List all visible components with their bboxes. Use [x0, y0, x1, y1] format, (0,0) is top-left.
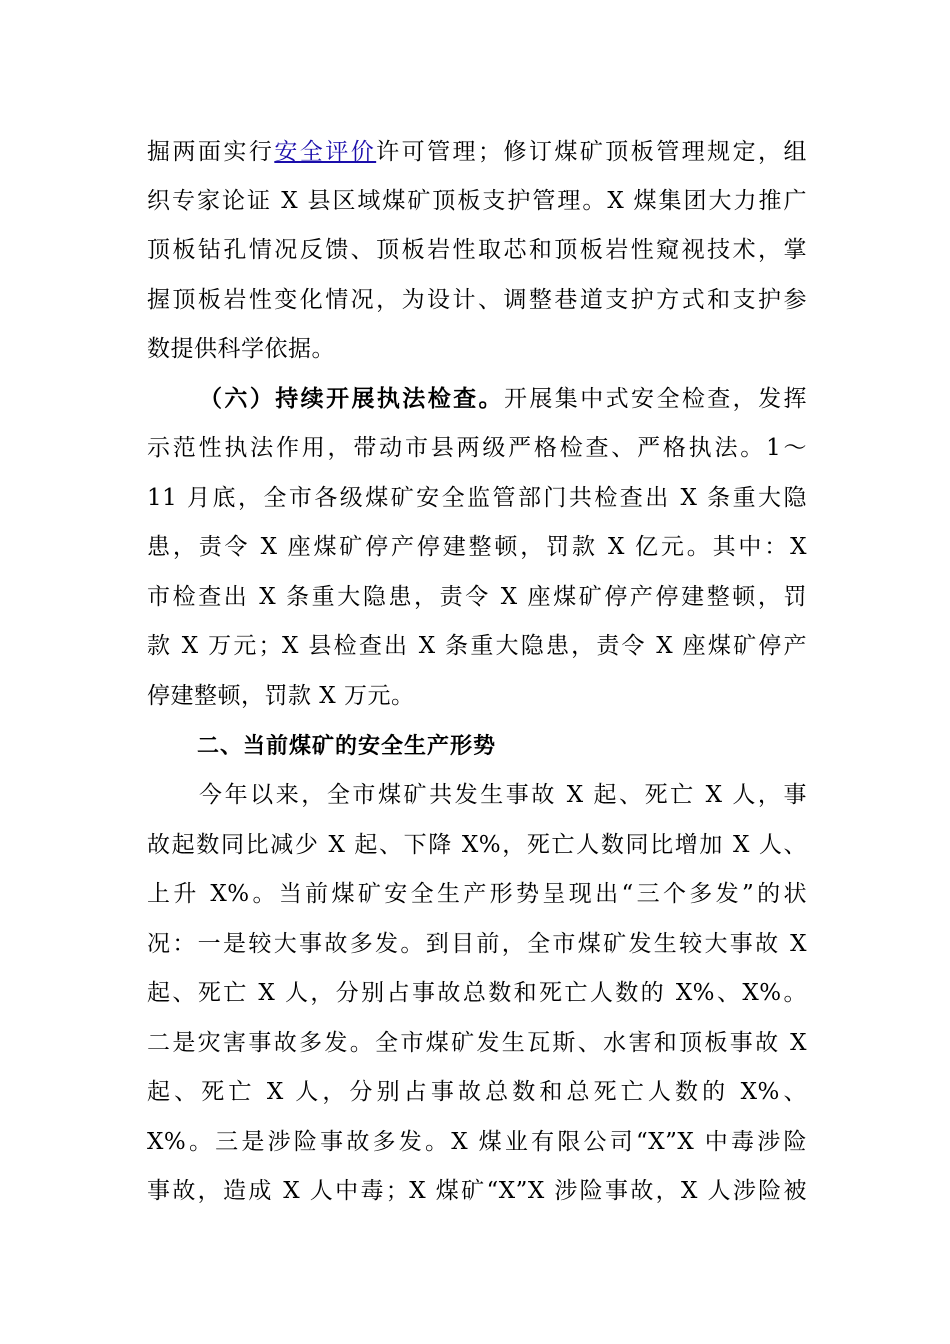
text-segment: 许可管理；修订煤矿顶板管理规定，组 — [376, 139, 808, 165]
paragraph-line: 示范性执法作用，带动市县两级严格检查、严格执法。1～ — [147, 435, 807, 461]
paragraph-line: 起、死亡 X 人，分别占事故总数和死亡人数的 X%、X%。 — [147, 980, 807, 1006]
section-heading: 二、当前煤矿的安全生产形势 — [197, 734, 497, 759]
paragraph-line: 停建整顿，罚款 X 万元。 — [147, 683, 415, 709]
subsection-title: （六）持续开展执法检查。 — [199, 385, 504, 412]
safety-evaluation-link[interactable]: 安全评价 — [274, 139, 377, 165]
text-segment: 开展集中式安全检查，发挥 — [503, 386, 808, 412]
paragraph-line: 款 X 万元；X 县检查出 X 条重大隐患，责令 X 座煤矿停产 — [147, 633, 807, 659]
paragraph-line: 况：一是较大事故多发。到目前，全市煤矿发生较大事故 X — [147, 931, 807, 957]
paragraph-line: 市检查出 X 条重大隐患，责令 X 座煤矿停产停建整顿，罚 — [147, 584, 807, 610]
paragraph-line: 上升 X%。当前煤矿安全生产形势呈现出“三个多发”的状 — [147, 881, 807, 907]
paragraph-line: 患，责令 X 座煤矿停产停建整顿，罚款 X 亿元。其中：X — [147, 534, 807, 560]
paragraph-line: 事故，造成 X 人中毒；X 煤矿“X”X 涉险事故，X 人涉险被 — [147, 1178, 807, 1204]
paragraph-line: 顶板钻孔情况反馈、顶板岩性取芯和顶板岩性窥视技术，掌 — [147, 237, 807, 263]
paragraph-line: 握顶板岩性变化情况，为设计、调整巷道支护方式和支护参 — [147, 287, 807, 313]
paragraph-line: 故起数同比减少 X 起、下降 X%，死亡人数同比增加 X 人、 — [147, 832, 807, 858]
paragraph-line: 数提供科学依据。 — [147, 336, 335, 362]
paragraph-line: X%。三是涉险事故多发。X 煤业有限公司“X”X 中毒涉险 — [147, 1129, 807, 1155]
paragraph-line: 织专家论证 X 县区域煤矿顶板支护管理。X 煤集团大力推广 — [147, 188, 807, 214]
paragraph-line — [147, 132, 807, 172]
paragraph-line: 起、死亡 X 人，分别占事故总数和总死亡人数的 X%、 — [147, 1079, 807, 1105]
paragraph-line: 今年以来，全市煤矿共发生事故 X 起、死亡 X 人，事 — [199, 782, 807, 808]
text-segment: 掘两面实行 — [147, 139, 275, 165]
paragraph-line: 11 月底，全市各级煤矿安全监管部门共检查出 X 条重大隐 — [147, 485, 807, 511]
paragraph-line — [199, 379, 807, 419]
paragraph-line: 二是灾害事故多发。全市煤矿发生瓦斯、水害和顶板事故 X — [147, 1030, 807, 1056]
